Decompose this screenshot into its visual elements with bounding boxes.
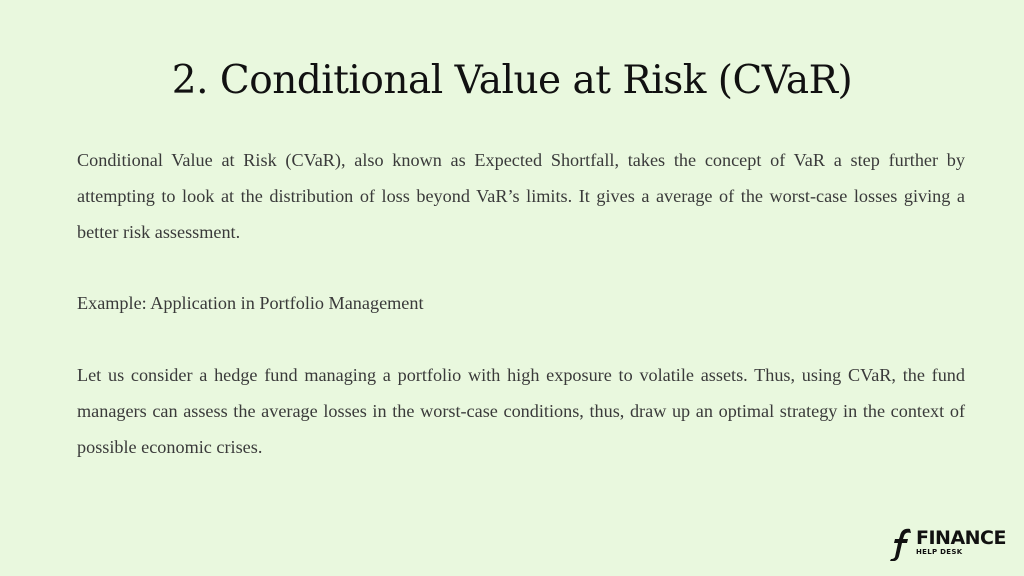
paragraph-example-body: Let us consider a hedge fund managing a portfolio with high exposure to volatile assets. Thus, using CVaR, the fund managers can assess the average losses in the worst-case conditions, thus, draw up an optimal strategy in the context of possible economic crises. bbox=[77, 365, 965, 457]
paragraph-example-heading: Example: Application in Portfolio Management bbox=[77, 293, 424, 313]
finance-help-desk-logo bbox=[890, 527, 1006, 561]
paragraph-cvar-definition: Conditional Value at Risk (CVaR), also known as Expected Shortfall, takes the concept of VaR a step further by attempting to look at the distribution of loss beyond VaR’s limits. It gives a average of the worst-case losses giving a better risk assessment. bbox=[77, 150, 965, 242]
logo-wordmark: FINANCE bbox=[916, 527, 1006, 549]
logo-tagline: HELP DESK bbox=[916, 548, 963, 556]
finance-f-icon bbox=[890, 527, 914, 561]
slide-title: 2. Conditional Value at Risk (CVaR) bbox=[171, 58, 853, 103]
